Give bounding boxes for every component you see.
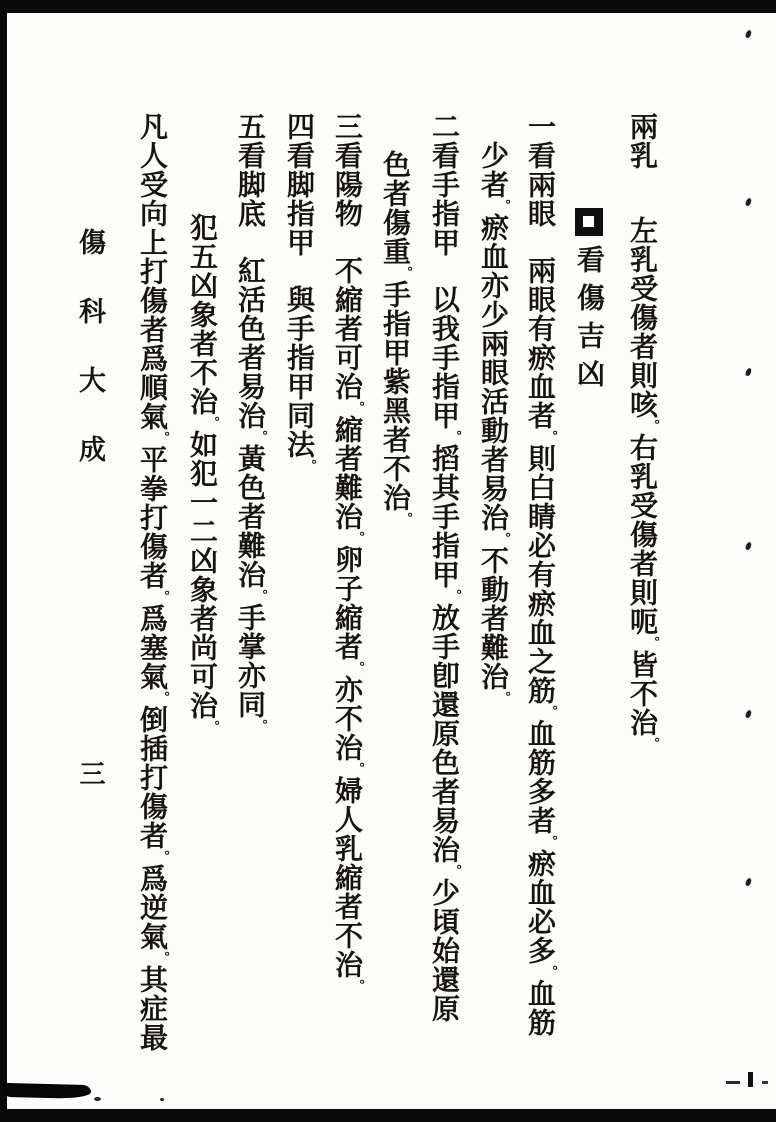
entry-text: 少者。瘀血亦少兩眼活動者易治。不動者難治。	[477, 141, 510, 705]
ideographic-period: 。	[154, 951, 169, 965]
ideographic-period: 。	[252, 719, 267, 733]
scan-speck	[745, 878, 752, 887]
entry-text: 紅活色者易治。黃色者難治。手掌亦同。	[234, 256, 267, 733]
entry-one-eyes-continued	[469, 141, 518, 705]
entry-two-fingernails-continued	[371, 150, 420, 526]
scan-speck	[160, 1098, 164, 1101]
entry-text: 凡人受向上打傷者爲順氣。平拳打傷者。爲塞氣。倒插打傷者。爲逆氣。其症最	[136, 112, 169, 1052]
scan-speck	[745, 30, 752, 39]
ideographic-period: 。	[154, 590, 169, 604]
scan-smudge	[3, 1083, 91, 1099]
ideographic-period: 。	[349, 762, 364, 776]
page-number	[65, 760, 114, 787]
ideographic-period: 。	[542, 835, 557, 849]
ideographic-period: 。	[446, 864, 461, 878]
scan-border-left	[0, 13, 7, 1109]
ideographic-period: 。	[644, 636, 659, 650]
entry-five-soles	[226, 112, 275, 733]
scan-border-bottom	[0, 1109, 776, 1122]
scan-speck	[745, 542, 752, 551]
ideographic-period: 。	[349, 979, 364, 993]
section-title: 看傷吉凶	[573, 245, 606, 397]
entry-label: 三看陽物	[331, 112, 364, 228]
ideographic-period: 。	[446, 589, 461, 603]
entry-label: 五看脚底	[234, 112, 267, 228]
scan-speck	[745, 710, 752, 719]
entry-text: 色者傷重。手指甲紫黑者不治。	[379, 150, 412, 526]
entry-two-fingernails	[420, 112, 469, 1023]
ideographic-period: 。	[252, 589, 267, 603]
ideographic-period: 。	[495, 199, 510, 213]
ideographic-period: 。	[397, 266, 412, 280]
entry-text: 犯五凶象者不治。如犯一二凶象者尚可治。	[186, 213, 219, 734]
ideographic-period: 。	[154, 691, 169, 705]
entry-label: 四看脚指甲	[283, 112, 316, 257]
entry-five-omens	[178, 213, 227, 734]
ideographic-period: 。	[349, 531, 364, 545]
scan-speck	[745, 198, 752, 207]
ideographic-period: 。	[495, 532, 510, 546]
ideographic-period: 。	[542, 705, 557, 719]
entry-label: 一看兩眼	[524, 112, 557, 228]
entry-label: 二看手指甲	[428, 112, 461, 257]
entry-text: 不縮者可治。縮者難治。卵子縮者。亦不治。婦人乳縮者不治。	[331, 256, 364, 993]
ideographic-period: 。	[397, 512, 412, 526]
entry-text: 兩眼有瘀血者。則白睛必有瘀血之筋。血筋多者。瘀血必多。血筋	[524, 256, 557, 1037]
scan-border-top	[0, 0, 776, 13]
ideographic-period: 。	[301, 459, 316, 473]
ideographic-period: 。	[542, 965, 557, 979]
ideographic-period: 。	[644, 737, 659, 751]
ideographic-period: 。	[349, 661, 364, 675]
entry-two-breasts	[618, 112, 667, 751]
ideographic-period: 。	[204, 416, 219, 430]
ideographic-period: 。	[495, 691, 510, 705]
running-title-text: 傷科大成	[74, 228, 105, 504]
entry-text: 左乳受傷者則咳。右乳受傷者則呃。皆不治。	[626, 216, 659, 751]
entry-strike-directions	[128, 112, 177, 1052]
ideographic-period: 。	[349, 401, 364, 415]
scan-speck	[745, 368, 752, 377]
scan-speck	[94, 1097, 101, 1101]
ideographic-period: 。	[446, 430, 461, 444]
page-number-text: 三	[75, 760, 105, 787]
scan-speck	[762, 1081, 768, 1084]
ideographic-period: 。	[542, 430, 557, 444]
section-header	[565, 208, 614, 397]
entry-one-eyes	[516, 112, 565, 1037]
ideographic-period: 。	[644, 419, 659, 433]
ideographic-period: 。	[252, 430, 267, 444]
ideographic-period: 。	[154, 431, 169, 445]
running-title	[65, 228, 114, 504]
entry-label: 兩乳	[626, 112, 659, 170]
entry-text: 與手指甲同法。	[283, 285, 316, 473]
entry-text: 以我手指甲。搯其手指甲。放手卽還原色者易治。少頃始還原	[428, 285, 461, 1023]
entry-four-toenails	[275, 112, 324, 473]
ideographic-period: 。	[154, 850, 169, 864]
entry-three-genitals	[323, 112, 372, 993]
ideographic-period: 。	[204, 720, 219, 734]
section-marker-icon	[575, 208, 603, 236]
